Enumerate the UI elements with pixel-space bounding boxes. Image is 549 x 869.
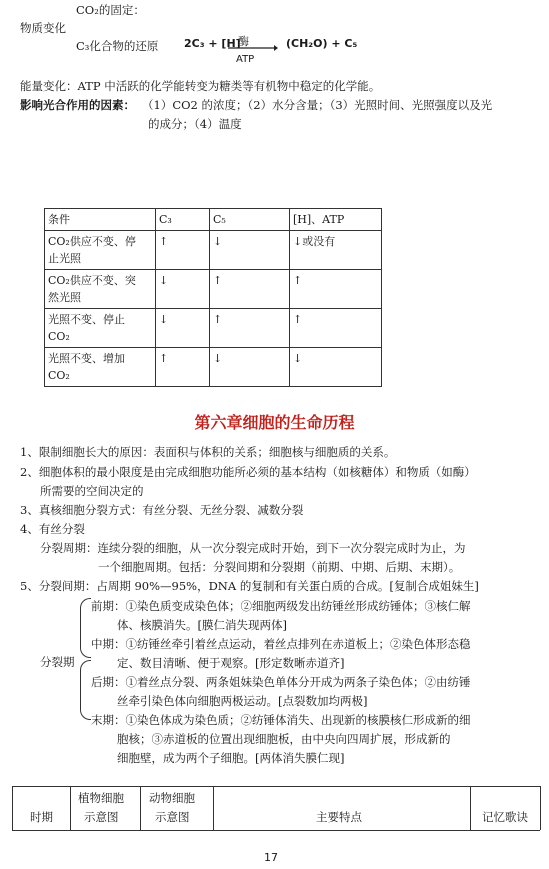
cell-cycle-line1: 分裂周期：连续分裂的细胞，从一次分裂完成时开始，到下一次分裂完成时为止，为 bbox=[40, 541, 466, 555]
condition-cell: 光照不变、增加 CO₂ bbox=[45, 348, 156, 387]
telophase-line2: 胞核；③赤道板的位置出现细胞板，由中央向四周扩展，形成新的 bbox=[117, 732, 451, 746]
change-table bbox=[44, 208, 382, 387]
table-col-divider bbox=[140, 786, 141, 830]
col-animal-line1: 动物细胞 bbox=[149, 791, 195, 805]
item-5-interphase: 5、分裂间期：占周期 90%—95%，DNA 的复制和有关蛋白质的合成。[复制合成姐妹生] bbox=[20, 579, 479, 593]
equation-enzyme: 酶 bbox=[238, 35, 249, 48]
anaphase-line1: 后期：①着丝点分裂、两条姐妹染色单体分开成为两条子染色体；②由纺锤 bbox=[91, 675, 471, 689]
table-header-cell: [H]、ATP bbox=[290, 209, 382, 231]
equation-right: (CH₂O) + C₅ bbox=[286, 37, 358, 50]
co2-fixation-label: CO₂的固定： bbox=[76, 3, 145, 17]
c5-cell: ↓ bbox=[210, 348, 290, 387]
table-left-border bbox=[12, 786, 13, 830]
brace-lower bbox=[80, 660, 91, 720]
hatp-cell: ↑ bbox=[290, 309, 382, 348]
col-mnemonic: 记忆歌诀 bbox=[482, 810, 528, 824]
item-4: 4、有丝分裂 bbox=[20, 522, 85, 536]
hatp-cell: ↓ bbox=[290, 348, 382, 387]
item-2-line1: 2、细胞体积的最小限度是由完成细胞功能所必须的基本结构（如核糖体）和物质（如酶） bbox=[20, 465, 476, 479]
matter-change-label: 物质变化 bbox=[20, 21, 66, 35]
c3-cell: ↑ bbox=[156, 348, 210, 387]
prophase-line2: 体、核膜消失。[膜仁消失现两体] bbox=[117, 618, 287, 632]
hatp-cell: ↑ bbox=[290, 270, 382, 309]
telophase-line3: 细胞壁，成为两个子细胞。[两体消失膜仁现] bbox=[117, 751, 345, 765]
c3-cell: ↓ bbox=[156, 270, 210, 309]
equation-atp: ATP bbox=[236, 54, 255, 65]
condition-cell: 光照不变、停止 CO₂ bbox=[45, 309, 156, 348]
table-col-divider bbox=[70, 786, 71, 830]
item-2-line2: 所需要的空间决定的 bbox=[40, 484, 144, 498]
c5-cell: ↓ bbox=[210, 231, 290, 270]
c3-cell: ↓ bbox=[156, 309, 210, 348]
energy-change: 能量变化：ATP 中活跃的化学能转变为糖类等有机物中稳定的化学能。 bbox=[20, 79, 381, 93]
col-period: 时期 bbox=[30, 810, 53, 824]
table-row bbox=[45, 348, 382, 387]
equation-left: 2C₃ + [H] bbox=[184, 37, 241, 50]
c3-reduction-label: C₃化合物的还原 bbox=[76, 39, 159, 53]
factor-line2: 的成分；（4）温度 bbox=[148, 117, 242, 131]
reaction-arrow-icon bbox=[228, 44, 278, 52]
table-row bbox=[45, 309, 382, 348]
c5-cell: ↑ bbox=[210, 270, 290, 309]
anaphase-line2: 丝牵引染色体向细胞两极运动。[点裂数加均两极] bbox=[117, 694, 368, 708]
table-right-border bbox=[540, 786, 541, 830]
condition-cell: CO₂供应不变、突 然光照 bbox=[45, 270, 156, 309]
metaphase-line2: 定、数目清晰、便于观察。[形定数晰赤道齐] bbox=[117, 656, 345, 670]
brace-upper bbox=[80, 598, 91, 658]
col-animal-line2: 示意图 bbox=[155, 810, 190, 824]
item-3: 3、真核细胞分裂方式：有丝分裂、无丝分裂、减数分裂 bbox=[20, 503, 304, 517]
c5-cell: ↑ bbox=[210, 309, 290, 348]
cell-cycle-line2: 一个细胞周期。包括：分裂间期和分裂期（前期、中期、后期、末期）。 bbox=[98, 560, 461, 574]
col-features: 主要特点 bbox=[316, 810, 362, 824]
table-header-cell: C₃ bbox=[156, 209, 210, 231]
c3-cell: ↑ bbox=[156, 231, 210, 270]
col-plant-line1: 植物细胞 bbox=[78, 791, 124, 805]
condition-cell: CO₂供应不变、停 止光照 bbox=[45, 231, 156, 270]
table-header-cell: 条件 bbox=[45, 209, 156, 231]
metaphase-line1: 中期：①纺锤丝牵引着丝点运动，着丝点排列在赤道板上；②染色体形态稳 bbox=[91, 637, 471, 651]
table-row bbox=[45, 231, 382, 270]
table-row bbox=[45, 270, 382, 309]
telophase-line1: 末期：①染色体成为染色质；②纺锤体消失、出现新的核膜核仁形成新的细 bbox=[91, 713, 471, 727]
item-1: 1、限制细胞长大的原因：表面积与体积的关系；细胞核与细胞质的关系。 bbox=[20, 445, 396, 459]
table-col-divider bbox=[213, 786, 214, 830]
table-header-bottom bbox=[12, 830, 540, 831]
table-header-cell: C₅ bbox=[210, 209, 290, 231]
table-col-divider bbox=[470, 786, 471, 830]
factor-line1: （1）CO2 的浓度；（2）水分含量；（3）光照时间、光照强度以及光 bbox=[142, 98, 493, 112]
col-plant-line2: 示意图 bbox=[84, 810, 119, 824]
table-header-row bbox=[45, 209, 382, 231]
prophase-line1: 前期：①染色质变成染色体；②细胞两级发出纺锤丝形成纺锤体；③核仁解 bbox=[91, 599, 471, 613]
page-number: 17 bbox=[264, 851, 278, 864]
hatp-cell: ↓或没有 bbox=[290, 231, 382, 270]
factor-label: 影响光合作用的因素： bbox=[20, 98, 135, 112]
chapter-title: 第六章细胞的生命历程 bbox=[194, 413, 355, 432]
division-phase-label: 分裂期 bbox=[40, 655, 75, 669]
table-top-border bbox=[12, 786, 540, 787]
